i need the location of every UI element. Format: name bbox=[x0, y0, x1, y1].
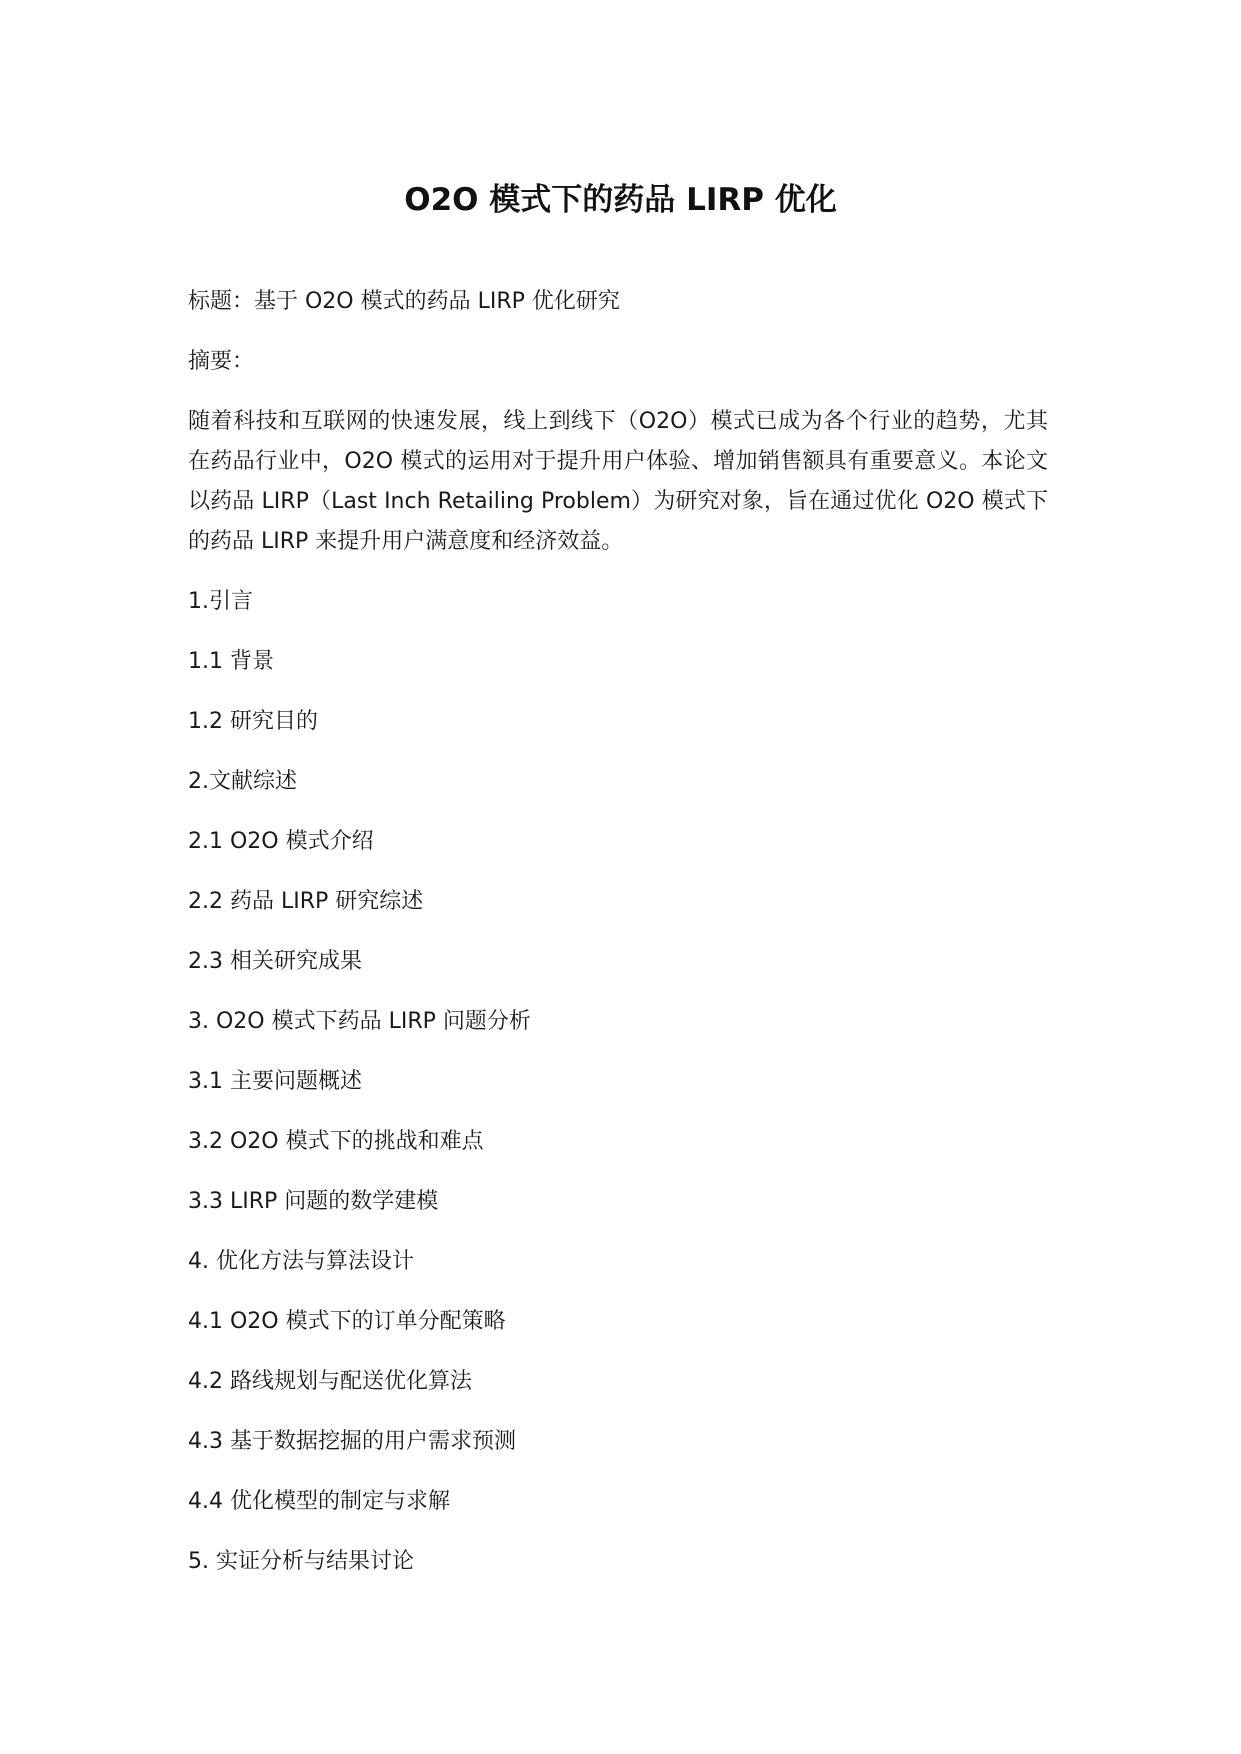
toc-item-1-2: 1.2 研究目的 bbox=[188, 709, 318, 734]
abstract-text: 随着科技和互联网的快速发展，线上到线下（O2O）模式已成为各个行业的趋势，尤其在药品行业中，O2O 模式的运用对于提升用户体验、增加销售额具有重要意义。本论文以药品 LIRP（Last Inch Retailing Problem）为研究对象，旨在通过优化 O2O 模式下的药品 LIRP 来提升用户满意度和经济效益。 bbox=[188, 409, 1048, 554]
document-title: O2O 模式下的药品 LIRP 优化 bbox=[404, 182, 837, 218]
document-body bbox=[188, 282, 1048, 1602]
abstract-label: 摘要： bbox=[188, 349, 255, 374]
toc-item-4-3: 4.3 基于数据挖掘的用户需求预测 bbox=[188, 1429, 516, 1454]
toc-item-5: 5. 实证分析与结果讨论 bbox=[188, 1549, 414, 1574]
toc-item-4-2: 4.2 路线规划与配送优化算法 bbox=[188, 1369, 472, 1394]
toc-item-2: 2.文献综述 bbox=[188, 769, 297, 794]
toc-item-4-1: 4.1 O2O 模式下的订单分配策略 bbox=[188, 1309, 506, 1334]
subtitle-line: 标题：基于 O2O 模式的药品 LIRP 优化研究 bbox=[188, 289, 620, 314]
toc-item-2-1: 2.1 O2O 模式介绍 bbox=[188, 829, 374, 854]
toc-item-3-2: 3.2 O2O 模式下的挑战和难点 bbox=[188, 1129, 484, 1154]
table-of-contents bbox=[188, 582, 1048, 1582]
toc-item-1-1: 1.1 背景 bbox=[188, 649, 274, 674]
toc-item-2-3: 2.3 相关研究成果 bbox=[188, 949, 362, 974]
toc-item-3-3: 3.3 LIRP 问题的数学建模 bbox=[188, 1189, 439, 1214]
toc-item-4: 4. 优化方法与算法设计 bbox=[188, 1249, 414, 1274]
toc-item-4-4: 4.4 优化模型的制定与求解 bbox=[188, 1489, 450, 1514]
toc-item-1: 1.引言 bbox=[188, 589, 253, 614]
toc-item-2-2: 2.2 药品 LIRP 研究综述 bbox=[188, 889, 424, 914]
toc-item-3: 3. O2O 模式下药品 LIRP 问题分析 bbox=[188, 1009, 531, 1034]
toc-item-3-1: 3.1 主要问题概述 bbox=[188, 1069, 362, 1094]
